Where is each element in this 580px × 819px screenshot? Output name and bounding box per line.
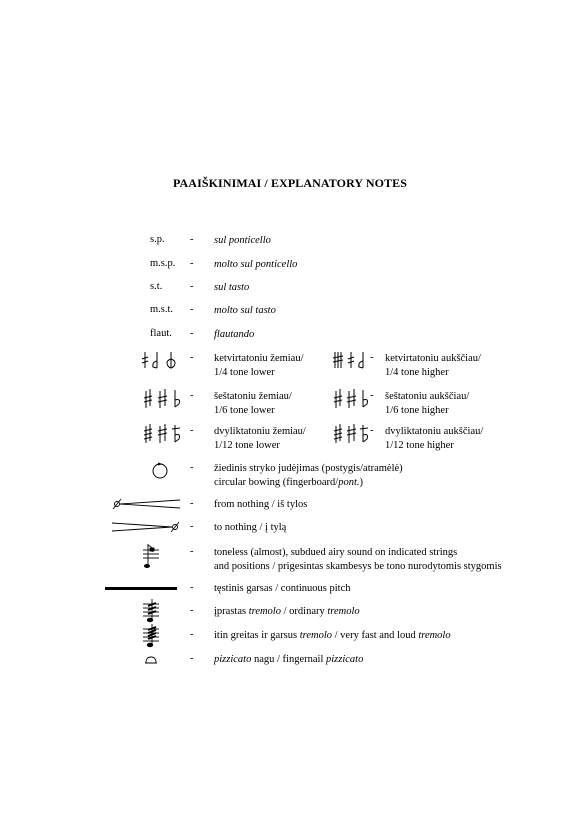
continuous-pitch-line bbox=[105, 587, 177, 590]
dash: - bbox=[370, 425, 374, 436]
dash: - bbox=[190, 234, 194, 245]
desc-line: 1/4 tone higher bbox=[385, 366, 449, 378]
text-part: / ordinary bbox=[280, 606, 328, 617]
text-part: itin greitas ir garsus bbox=[214, 630, 300, 641]
dash: - bbox=[190, 521, 194, 532]
page-title: PAAIŠKINIMAI / EXPLANATORY NOTES bbox=[173, 176, 408, 190]
dash: - bbox=[190, 605, 194, 616]
desc-line bbox=[214, 476, 403, 490]
desc-line: 1/4 tone lower bbox=[214, 366, 275, 378]
dash: - bbox=[190, 582, 194, 593]
circular-bowing-desc bbox=[214, 462, 403, 489]
text-part: tremolo bbox=[327, 606, 360, 617]
dash: - bbox=[370, 352, 374, 363]
desc-line: ketvirtatoniu žemiau/ bbox=[214, 353, 304, 364]
sixth-tone-higher-desc bbox=[385, 390, 469, 417]
sixth-tone-lower-desc bbox=[214, 390, 292, 417]
abbr-label: s.p. bbox=[150, 234, 165, 245]
text-part: įprastas bbox=[214, 606, 249, 617]
abbr-desc: sul ponticello bbox=[214, 235, 271, 246]
text-part: tremolo bbox=[299, 630, 333, 641]
text-part: nagu / fingernail bbox=[251, 654, 326, 665]
desc-line: 1/6 tone higher bbox=[385, 404, 449, 416]
dash: - bbox=[190, 258, 194, 269]
desc-line: dvyliktatoniu žemiau/ bbox=[214, 426, 306, 437]
dash: - bbox=[190, 281, 194, 292]
text-part: pizzicato bbox=[214, 654, 252, 665]
continuous-pitch-desc: tęstinis garsas / continuous pitch bbox=[214, 583, 351, 594]
desc-line: šeštatoniu aukščiau/ bbox=[385, 391, 470, 402]
desc-line: and positions / prigesintas skambesys be tono nurodytomis stygomis bbox=[214, 560, 502, 572]
quarter-tone-lower-icon bbox=[140, 350, 182, 370]
dash: - bbox=[190, 304, 194, 315]
sixth-tone-lower-icon bbox=[142, 388, 182, 410]
abbr-label: m.s.t. bbox=[150, 304, 174, 315]
desc-line: toneless (almost), subdued airy sound on indicated strings bbox=[214, 547, 458, 558]
text-part: ) bbox=[359, 476, 363, 488]
desc-line: 1/6 tone lower bbox=[214, 404, 275, 416]
abbr-desc: flautando bbox=[214, 329, 255, 340]
abbr-label: s.t. bbox=[150, 281, 163, 292]
abbr-label: m.s.p. bbox=[150, 258, 176, 269]
desc-line: dvyliktatoniu aukščiau/ bbox=[385, 426, 484, 437]
tremolo-icon bbox=[140, 598, 162, 624]
quarter-tone-higher-desc bbox=[385, 352, 481, 379]
text-part: tremolo bbox=[418, 630, 451, 641]
circular-bowing-icon bbox=[150, 460, 170, 480]
tremolo-desc bbox=[214, 605, 360, 619]
dash: - bbox=[190, 653, 194, 664]
twelfth-tone-higher-icon bbox=[332, 423, 368, 445]
toneless-sound-icon bbox=[140, 542, 162, 570]
abbr-desc: molto sul tasto bbox=[214, 305, 276, 316]
dash: - bbox=[190, 546, 194, 557]
dash: - bbox=[190, 629, 194, 640]
twelfth-tone-lower-desc bbox=[214, 425, 306, 452]
text-part: tremolo bbox=[248, 606, 281, 617]
text-part: pont. bbox=[338, 476, 360, 488]
to-nothing-desc: to nothing / į tylą bbox=[214, 522, 287, 533]
desc-line: 1/12 tone lower bbox=[214, 439, 280, 451]
text-part: / very fast and loud bbox=[332, 630, 419, 641]
desc-line: šeštatoniu žemiau/ bbox=[214, 391, 292, 402]
fingernail-pizzicato-icon bbox=[144, 655, 158, 665]
abbr-desc: molto sul ponticello bbox=[214, 259, 298, 270]
desc-line: žiedinis stryko judėjimas (postygis/atramėlė) bbox=[214, 463, 403, 474]
sixth-tone-higher-icon bbox=[332, 388, 368, 410]
twelfth-tone-lower-icon bbox=[142, 423, 182, 445]
abbr-desc: sul tasto bbox=[214, 282, 250, 293]
quarter-tone-lower-desc bbox=[214, 352, 304, 379]
dash: - bbox=[370, 390, 374, 401]
desc-line: ketvirtatoniu aukščiau/ bbox=[385, 353, 481, 364]
toneless-desc bbox=[214, 546, 502, 573]
dash: - bbox=[190, 328, 194, 339]
twelfth-tone-higher-desc bbox=[385, 425, 483, 452]
abbr-label: flaut. bbox=[150, 328, 172, 339]
crescendo-from-nothing-icon bbox=[110, 497, 182, 511]
dash: - bbox=[190, 352, 194, 363]
fast-tremolo-icon bbox=[140, 623, 162, 649]
text-part: circular bowing (fingerboard/ bbox=[214, 476, 339, 488]
fast-tremolo-desc bbox=[214, 629, 451, 643]
dash: - bbox=[190, 425, 194, 436]
dash: - bbox=[190, 498, 194, 509]
from-nothing-desc: from nothing / iš tylos bbox=[214, 499, 308, 510]
pizzicato-desc bbox=[214, 653, 363, 667]
dash: - bbox=[190, 390, 194, 401]
desc-line: 1/12 tone higher bbox=[385, 439, 454, 451]
decrescendo-to-nothing-icon bbox=[110, 520, 182, 534]
text-part: pizzicato bbox=[326, 654, 364, 665]
dash: - bbox=[190, 462, 194, 473]
quarter-tone-higher-icon bbox=[332, 350, 368, 370]
